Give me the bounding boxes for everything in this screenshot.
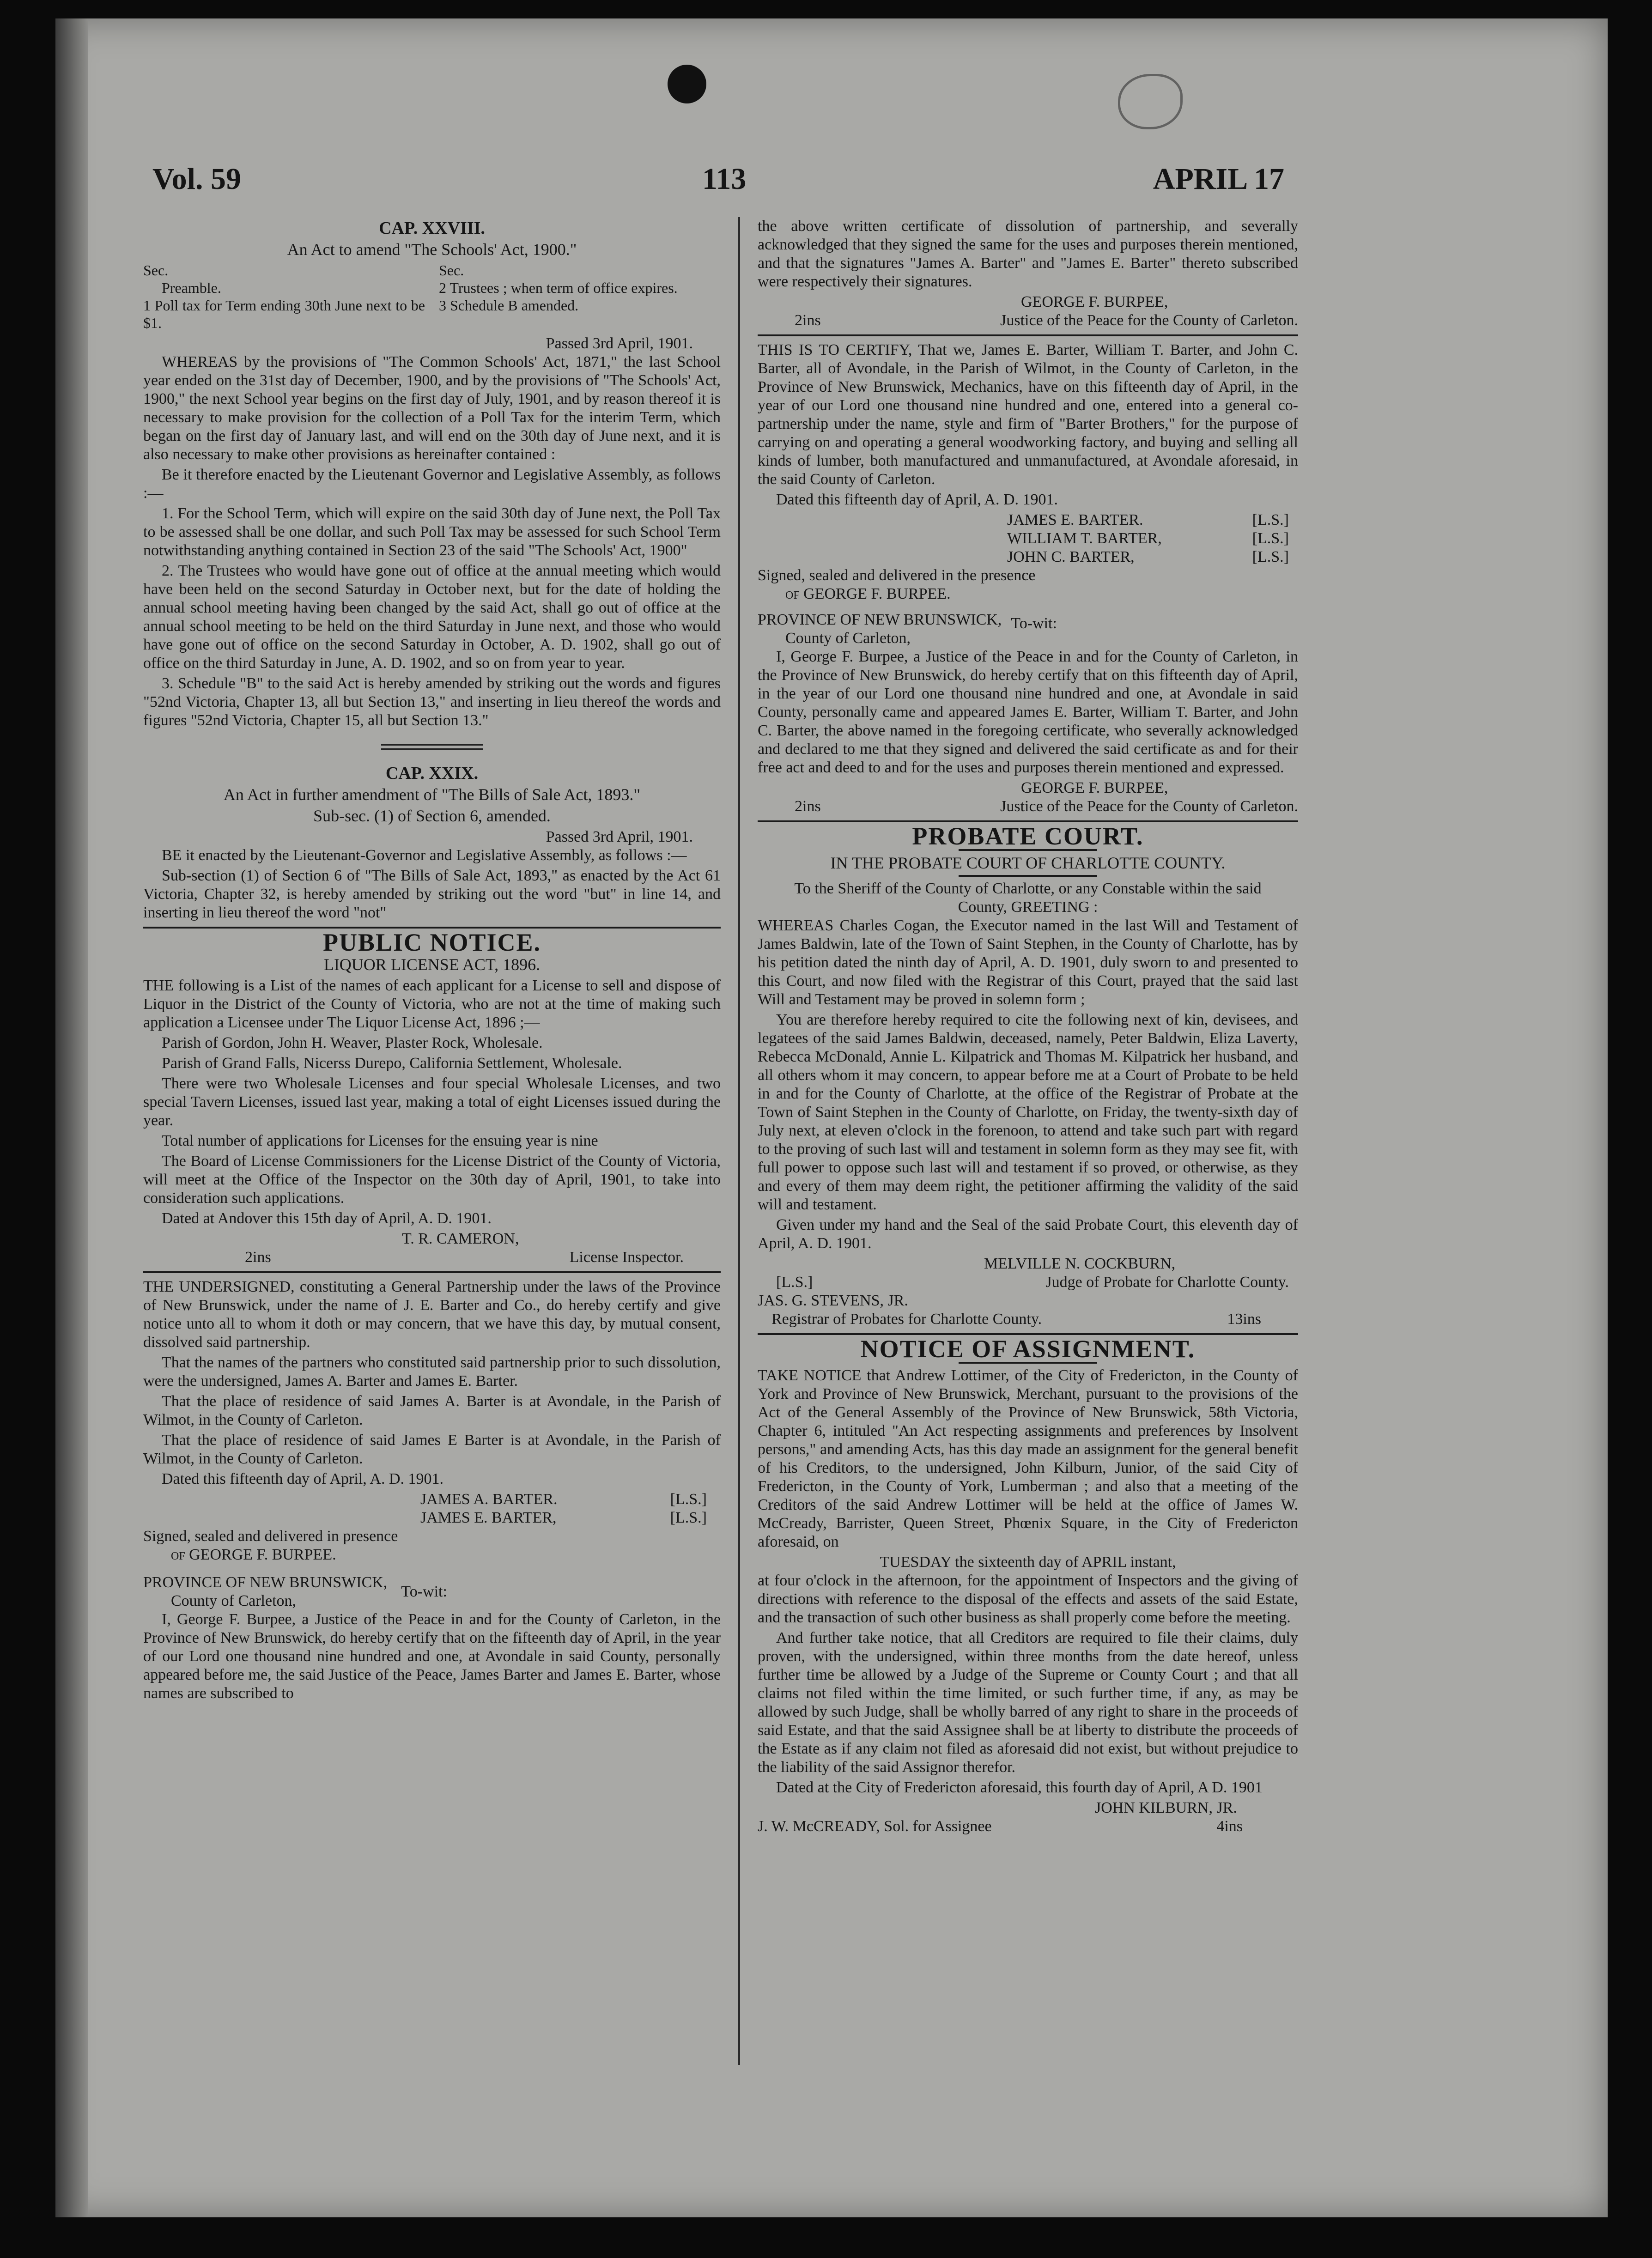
assignment-heading: NOTICE OF ASSIGNMENT. [860,1335,1196,1363]
seal-mark: [L.S.] [776,1274,813,1291]
signer-row [758,511,1298,529]
section-separator [381,744,483,750]
justice-title: Justice of the Peace for the County of Carleton. [1000,798,1298,815]
justice-row [758,311,1298,330]
judge-name: MELVILLE N. COCKBURN, [984,1255,1176,1272]
seal-mark: [L.S.] [670,1491,707,1508]
paragraph: Dated at the City of Fredericton aforesaid, this fourth day of April, A D. 1901 [776,1779,1263,1796]
venue [143,1573,387,1610]
paragraph: That the place of residence of said James A. Barter is at Avondale, in the Parish of Wilmot, in the County of Carleton. [143,1393,721,1428]
signer-name: T. R. CAMERON, [402,1230,519,1247]
paragraph: Dated this fifteenth day of April, A. D. 1901. [162,1470,444,1487]
insertion-count: 2ins [795,312,821,329]
solicitor-row [758,1817,1298,1836]
rule [959,875,1097,877]
signer-row [143,1490,721,1509]
probate-subheading: IN THE PROBATE COURT OF CHARLOTTE COUNTY. [830,854,1226,872]
cap-29-subsec: Sub-sec. (1) of Section 6, amended. [313,807,551,825]
signer-name: JAMES E. BARTER. [1007,511,1143,528]
signer-row [758,529,1298,548]
passed-date: Passed 3rd April, 1901. [546,828,693,845]
signer-row [143,1509,721,1527]
justice-row [758,797,1298,816]
assignment-section [758,1335,1298,1836]
paragraph: at four o'clock in the afternoon, for the appointment of Inspectors and the giving of directions with reference to the disposal of the effects and assets of the said Estate, and the transaction of such other business as shall properly come before the meeting. [758,1572,1298,1626]
paragraph: That the place of residence of said James E Barter is at Avondale, in the Parish of Wilmot, in the County of Carleton. [143,1432,721,1467]
assignee-name: JOHN KILBURN, JR. [1095,1799,1237,1816]
left-column [143,217,721,1705]
column-divider [738,217,740,2065]
province-label: PROVINCE OF NEW BRUNSWICK, [143,1574,388,1591]
page-binding-shadow [55,18,88,2217]
paragraph: 1. For the School Term, which will expire on the said 30th day of June next, the Poll Tax to be assessed shall be one dollar, and such Poll Tax may be assessed for such School Term notwithstanding anything contained in Section 23 of the said "The Schools' Act, 1900" [143,505,721,559]
rule [143,1271,721,1273]
section-index [143,261,721,332]
witness-line: of GEORGE F. BURPEE. [171,1546,336,1563]
registrar-title: Registrar of Probates for Charlotte County. [771,1311,1042,1328]
cap-29-section [143,764,721,922]
justice-title: Justice of the Peace for the County of Carleton. [1000,312,1298,329]
county-label: County of Carleton, [785,630,911,647]
paragraph: Parish of Gordon, John H. Weaver, Plaster Rock, Wholesale. [162,1034,543,1051]
cap-28-title: CAP. XXVIII. [379,219,485,238]
cap-28-subtitle: An Act to amend "The Schools' Act, 1900." [287,240,577,259]
paragraph: I, George F. Burpee, a Justice of the Peace in and for the County of Carleton, in the Province of New Brunswick, do hereby certify that on this fifteenth day of April, in the year of our Lord one thousand nine hundred and one, at Avondale in said County, personally came and appeared James E. Barter, William T. Barter, and John C. Barter, the above named in the foregoing certificate, who severally acknowledged and declared to me that they signed and delivered the said certificate as and for their free act and deed to and for the uses and purposes therein mentioned and expressed. [758,648,1298,776]
justice-name: GEORGE F. BURPEE, [1021,779,1168,796]
section-index-left [143,261,425,332]
probate-section [758,822,1298,1329]
justice-name: GEORGE F. BURPEE, [1021,293,1168,310]
signer-name: JAMES E. BARTER, [420,1509,557,1526]
paragraph: 2. The Trustees who would have gone out of office at the annual meeting which would have been held on the second Saturday in October next, but for the date of holding the annual school meeting having been changed by the said Act, shall go out of office at the annual school meeting to be held on the third Saturday in June next, and those who would have gone out of office on the second Saturday in October, A. D. 1902, shall go out of office on the third Saturday in June, A. D. 1902, and so on from year to year. [143,562,721,672]
paragraph: Dated at Andover this 15th day of April, A. D. 1901. [162,1210,492,1227]
signed-line: Signed, sealed and delivered in presence [143,1528,398,1545]
paragraph: I, George F. Burpee, a Justice of the Peace in and for the County of Carleton, in the Province of New Brunswick, do hereby certify that on the fifteenth day of April, in the year of our Lord one thousand nine hundred and one, at Avondale in said County, personally appeared before me, the said Justice of the Peace, James Barter and James E. Barter, whose names are subscribed to [143,1611,721,1702]
to-wit: To-wit: [401,1583,447,1600]
insertion-count: 2ins [795,798,821,815]
passed-date: Passed 3rd April, 1901. [546,335,693,352]
registrar-row [758,1310,1298,1329]
sec-label: Sec. [143,262,169,279]
public-notice-heading: PUBLIC NOTICE. [322,929,541,956]
paragraph: the above written certificate of dissolution of partnership, and severally acknowledged that they signed the same for the uses and purposes therein mentioned, and that the signatures "James A. Barter" and "James E. Barter" thereto subscribed were respectively their signatures. [758,218,1298,290]
paragraph: And further take notice, that all Creditors are required to file their claims, duly proven, with the undersigned, within three months from the date hereof, unless further time be allowed by a Judge of the Supreme or County Court ; and that all claims not filed within the time limited, or such further time, if any, as may be allowed by such Judge, shall be wholly barred of any right to share in the proceeds of said Estate, and that the said Assignee shall be at liberty to distribute the proceeds of the Estate as if any claim not filed as aforesaid did not exist, but without prejudice to the liability of the said Assignor therefor. [758,1629,1298,1776]
volume-label: Vol. 59 [152,162,241,196]
venue-block [143,1573,721,1610]
punch-hole [668,65,706,103]
paragraph: 3. Schedule "B" to the said Act is hereby amended by striking out the words and figures "52nd Victoria, Chapter 13, all but Section 13," and inserting in lieu thereof the words and figures "52nd Victoria, Chapter 15, all but Section 13." [143,675,721,729]
paragraph: Given under my hand and the Seal of the said Probate Court, this eleventh day of April, A. D. 1901. [758,1216,1298,1252]
page-number: 113 [702,162,747,196]
paragraph: THIS IS TO CERTIFY, That we, James E. Barter, William T. Barter, and John C. Barter, all of Avondale, in the Parish of Wilmot, in the County of Carleton, in the Province of New Brunswick, Mechanics, have on this fifteenth day of April, in the year of our Lord one thousand nine hundred and one, entered into a general co-partnership under the name, style and firm of "Barter Brothers," for the purpose of carrying on and operating a general woodworking factory, and buying and selling all kinds of lumber, both manufactured and unmanufactured, at Avondale aforesaid, in the said County of Carleton. [758,341,1298,488]
paragraph: THE UNDERSIGNED, constituting a General Partnership under the laws of the Province of New Brunswick, under the name of J. E. Barter and Co., do hereby certify and give notice unto all to whom it doth or may concern, that we have this day, by mutual consent, dissolved said partnership. [143,1278,721,1351]
sec-item: 1 Poll tax for Term ending 30th June next to be $1. [143,297,425,331]
seal-mark: [L.S.] [1252,511,1289,528]
paragraph: The Board of License Commissioners for the License District of the County of Victoria, will meet at the Office of the Inspector on the 30th day of April, 1901, to take into consideration such applications. [143,1153,721,1207]
signer-row [143,1248,721,1267]
seal-mark: [L.S.] [1252,548,1289,565]
paragraph: WHEREAS Charles Cogan, the Executor named in the last Will and Testament of James Baldwin, late of the Town of Saint Stephen, in the County of Charlotte, has by his petition dated the ninth day of April, A. D. 1901, duly sworn to and presented to this Court, and now filed with the Registrar of this Court, prayed that the said last Will and Testament may be proved in solemn form ; [758,917,1298,1008]
paragraph: THE following is a List of the names of each applicant for a License to sell and dispose of Liquor in the District of the County of Victoria, who are not at the time of making such application a Licensee under The Liquor License Act, 1896 ;— [143,977,721,1031]
sec-item: 3 Schedule B amended. [439,297,579,314]
solicitor: J. W. McCREADY, Sol. for Assignee [758,1818,992,1835]
paragraph: Sub-section (1) of Section 6 of "The Bills of Sale Act, 1893," as enacted by the Act 61 Victoria, Chapter 32, is hereby amended by striking out the word "but" in line 14, and inserting in lieu thereof the word "not" [143,867,721,921]
sec-item: Preamble. [162,279,221,296]
seal-mark: [L.S.] [670,1509,707,1526]
insertion-count: 4ins [1216,1818,1243,1835]
public-notice-subheading: LIQUOR LICENSE ACT, 1896. [323,955,541,974]
sec-label: Sec. [439,262,464,279]
cap-28-section [143,219,721,730]
seal-mark: [L.S.] [1252,530,1289,547]
paragraph: Be it therefore enacted by the Lieutenant Governor and Legislative Assembly, as follows :— [143,466,721,502]
paragraph: TAKE NOTICE that Andrew Lottimer, of the City of Fredericton, in the County of York and Province of New Brunswick, Merchant, pursuant to the provisions of the Act of the General Assembly of the Province of New Brunswick, 58th Victoria, Chapter 6, intituled "An Act respecting assignments and preferences by Insolvent persons," and amending Acts, has this day made an assignment for the general benefit of his Creditors, to the undersigned, John Kilburn, Junior, of the said City of Fredericton, in the County of York, Lumberman ; and also that a meeting of the Creditors of the said Andrew Lottimer will be held at the office of James W. McCready, Barrister, Queen Street, Phœnix Square, in the City of Fredericton aforesaid, on [758,1367,1298,1550]
right-column [758,217,1298,1836]
insertion-count: 2ins [245,1249,271,1266]
paragraph: BE it enacted by the Lieutenant-Governor and Legislative Assembly, as follows :— [162,847,687,864]
section-index-right [439,261,721,332]
meeting-date: TUESDAY the sixteenth day of APRIL instant, [880,1554,1176,1571]
probate-address: To the Sheriff of the County of Charlotte, or any Constable within the said County, GREETING : [794,880,1262,916]
barter-brothers-section [758,341,1298,816]
library-stamp [1118,74,1183,129]
signer-name: WILLIAM T. BARTER, [1007,530,1162,547]
venue-block [758,611,1298,648]
paragraph: Parish of Grand Falls, Nicerss Durepo, California Settlement, Wholesale. [162,1055,622,1072]
signer-title: License Inspector. [569,1249,684,1266]
sec-item: 2 Trustees ; when term of office expires. [439,279,678,296]
cap-29-subtitle: An Act in further amendment of "The Bills of Sale Act, 1893." [223,785,641,804]
registrar-name: JAS. G. STEVENS, JR. [758,1292,908,1309]
signer-name: JOHN C. BARTER, [1007,548,1135,565]
issue-date: APRIL 17 [1153,162,1284,196]
judge-title: Judge of Probate for Charlotte County. [1045,1274,1289,1291]
paragraph: That the names of the partners who constituted said partnership prior to such dissolution, were the undersigned, James A. Barter and James E. Barter. [143,1354,721,1390]
dissolution-continued [758,217,1298,330]
venue [758,611,1002,648]
paragraph: Dated this fifteenth day of April, A. D. 1901. [776,491,1058,508]
paragraph: There were two Wholesale Licenses and four special Wholesale Licenses, and two special Tavern Licenses, issued last year, making a total of eight Licenses issued during the year. [143,1075,721,1129]
dissolution-section [143,1278,721,1703]
signed-line: Signed, sealed and delivered in the presence [758,567,1036,584]
paragraph: Total number of applications for Licenses for the ensuing year is nine [162,1132,598,1149]
paragraph: WHEREAS by the provisions of "The Common Schools' Act, 1871," the last School year ended on the 31st day of December, 1900, and by the provisions of "The Schools' Act, 1900," the next School year begins on the first day of July, 1901, and by reason thereof it is necessary to make provision for the collection of a Poll Tax for the interim Term, which began on the first day of January last, and will end on the 30th day of June next, and it is also necessary to make other provisions as hereinafter contained : [143,353,721,463]
county-label: County of Carleton, [171,1592,297,1609]
signer-name: JAMES A. BARTER. [420,1491,558,1508]
judge-row [758,1273,1298,1292]
to-wit: To-wit: [1011,615,1057,632]
public-notice-section [143,929,721,1267]
signer-row [758,548,1298,566]
paragraph: You are therefore hereby required to cite the following next of kin, devisees, and legatees of the said James Baldwin, deceased, namely, Peter Baldwin, Eliza Laverty, Rebecca McDonald, Annie L. Kilpatrick and Thomas M. Kilpatrick her husband, and all others whom it may concern, to appear before me at a Court of Probate to be held in and for the County of Charlotte, at the office of the Registrar of Probate at the Town of Saint Stephen in the County of Charlotte, on Friday, the twenty-sixth day of July next, at eleven o'clock in the forenoon, to attend and take such part with regard to the proving of such last will and testament in solemn form as they may see fit, with full power to oppose such last will and testament if so proved, or otherwise, as they and every of them may deem right, the petitioner affirming the validity of the said will and testament. [758,1011,1298,1213]
witness-line: of GEORGE F. BURPEE. [785,585,951,602]
cap-29-title: CAP. XXIX. [385,764,479,783]
province-label: PROVINCE OF NEW BRUNSWICK, [758,611,1002,628]
probate-heading: PROBATE COURT. [912,822,1144,850]
rule [758,334,1298,336]
page-header [152,152,1284,203]
insertion-count: 13ins [1227,1311,1261,1328]
